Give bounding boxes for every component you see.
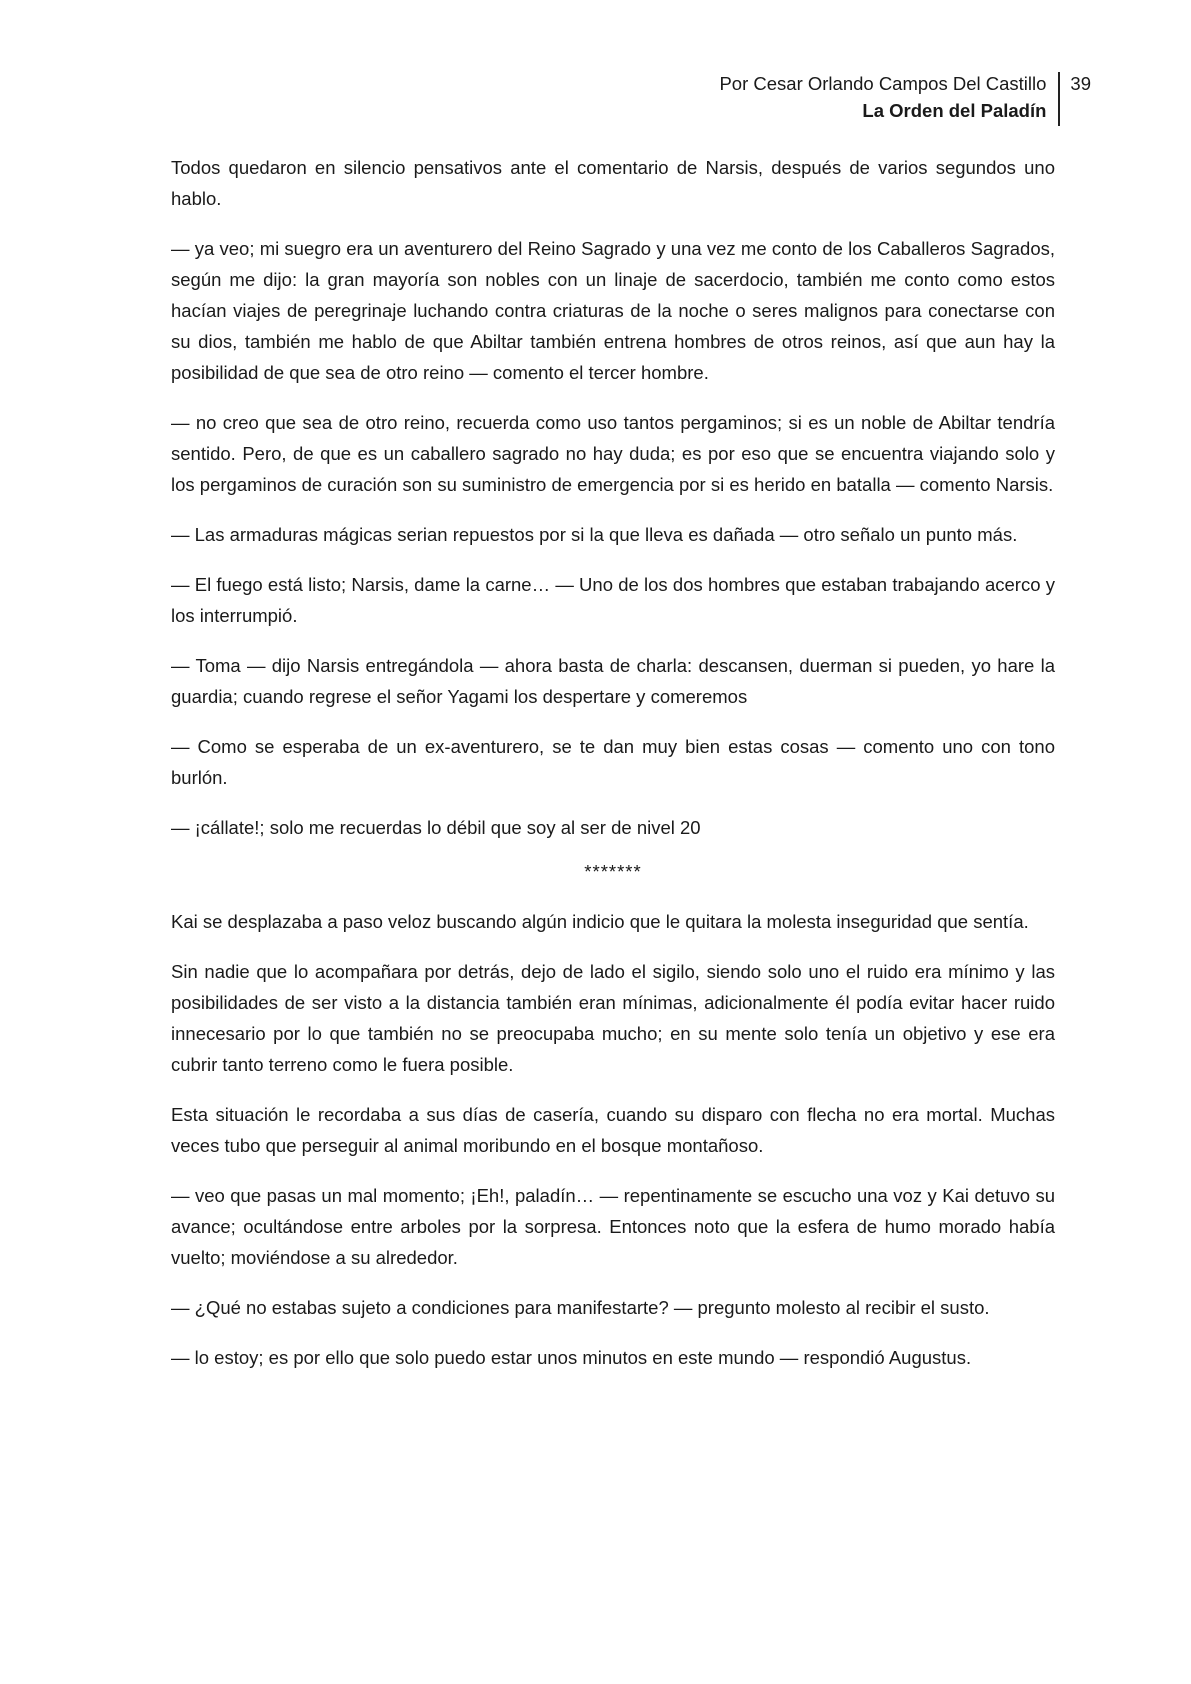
paragraph: — Las armaduras mágicas serian repuestos por si la que lleva es dañada — otro señalo un punto más.: [171, 524, 1018, 545]
scene-separator: *******: [584, 861, 642, 882]
paragraph: Kai se desplazaba a paso veloz buscando algún indicio que le quitara la molesta inseguridad que sentía.: [171, 911, 1029, 932]
paragraph: — ¿Qué no estabas sujeto a condiciones para manifestarte? — pregunto molesto al recibir el susto.: [171, 1297, 990, 1318]
paragraph: — no creo que sea de otro reino, recuerda como uso tantos pergaminos; si es un noble de Abiltar tendría sentido. Pero, de que es un caballero sagrado no hay duda; es por eso que se encuentra viajando solo y los pergaminos de curación son su suministro de emergencia por si es herido en batalla — comento Narsis.: [171, 412, 1055, 495]
paragraph: — ya veo; mi suegro era un aventurero del Reino Sagrado y una vez me conto de los Caballeros Sagrados, según me dijo: la gran mayoría son nobles con un linaje de sacerdocio, también me conto como estos hacían viajes de peregrinaje luchando contra criaturas de la noche o seres malignos para conectarse con su dios, también me hablo de que Abiltar también entrena hombres de otros reinos, así que aun hay la posibilidad de que sea de otro reino — comento el tercer hombre.: [171, 238, 1055, 383]
page-body: [171, 152, 1055, 1392]
header-book-title: La Orden del Paladín: [862, 100, 1047, 121]
paragraph: Esta situación le recordaba a sus días de casería, cuando su disparo con flecha no era mortal. Muchas veces tubo que perseguir al animal moribundo en el bosque montañoso.: [171, 1104, 1055, 1156]
header-author: Por Cesar Orlando Campos Del Castillo: [719, 73, 1047, 94]
header-text: [719, 70, 1058, 124]
paragraph: — Como se esperaba de un ex-aventurero, se te dan muy bien estas cosas — comento uno con tono burlón.: [171, 736, 1055, 788]
paragraph: — lo estoy; es por ello que solo puedo estar unos minutos en este mundo — respondió Augustus.: [171, 1347, 972, 1368]
paragraph: Todos quedaron en silencio pensativos ante el comentario de Narsis, después de varios segundos uno hablo.: [171, 157, 1055, 209]
paragraph: — veo que pasas un mal momento; ¡Eh!, paladín… — repentinamente se escucho una voz y Kai detuvo su avance; ocultándose entre arboles por la sorpresa. Entonces noto que la esfera de humo morado había vuelto; moviéndose a su alrededor.: [171, 1185, 1055, 1268]
page-number: 39: [1070, 73, 1091, 94]
paragraph: — Toma — dijo Narsis entregándola — ahora basta de charla: descansen, duerman si pueden, yo hare la guardia; cuando regrese el señor Yagami los despertare y comeremos: [171, 655, 1055, 707]
paragraph: — El fuego está listo; Narsis, dame la carne… — Uno de los dos hombres que estaban trabajando acerco y los interrumpió.: [171, 574, 1055, 626]
paragraph: — ¡cállate!; solo me recuerdas lo débil que soy al ser de nivel 20: [171, 817, 701, 838]
paragraph: Sin nadie que lo acompañara por detrás, dejo de lado el sigilo, siendo solo uno el ruido era mínimo y las posibilidades de ser visto a la distancia también eran mínimas, adicionalmente él podía evitar hacer ruido innecesario por lo que también no se preocupaba mucho; en su mente solo tenía un objetivo y ese era cubrir tanto terreno como le fuera posible.: [171, 961, 1055, 1075]
page-header: [719, 70, 1091, 126]
